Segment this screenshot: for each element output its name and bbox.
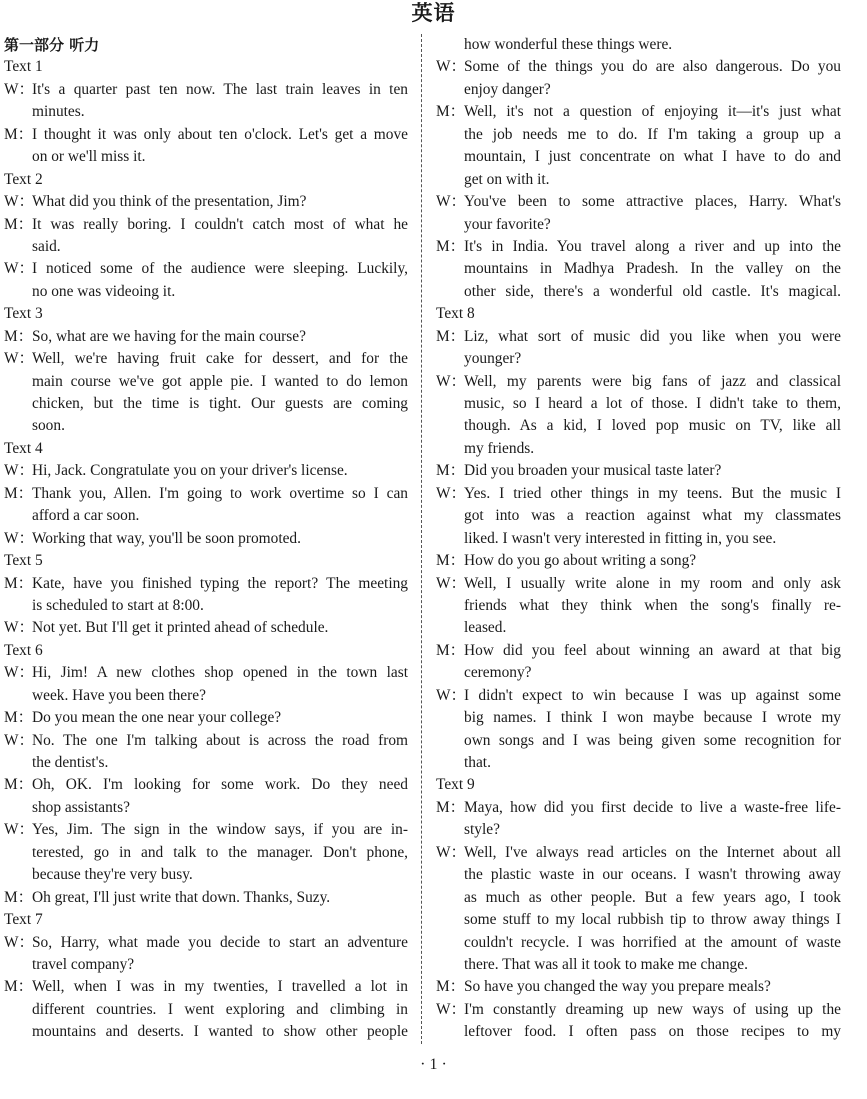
- speaker-label: W：: [4, 731, 34, 749]
- dialogue-text: Did you broaden your musical taste later?: [464, 462, 722, 480]
- continuation-line: the plastic waste in our oceans. I wasn't throwing away: [464, 866, 841, 884]
- continuation-line: minutes.: [32, 103, 85, 121]
- speaker-label: M：: [436, 552, 466, 570]
- dialogue-text: It's a quarter past ten now. The last train leaves in ten: [32, 80, 408, 98]
- dialogue-text: Thank you, Allen. I'm going to work overtime so I can: [32, 484, 408, 502]
- dialogue-text: Well, I usually write alone in my room and only ask: [464, 574, 841, 592]
- text-heading: Text 1: [4, 58, 43, 76]
- left-column: [4, 34, 408, 1044]
- dialogue-line: [4, 617, 408, 639]
- dialogue-text: How do you go about writing a song?: [464, 552, 697, 570]
- continuation-line: there. That was all it took to make me change.: [464, 955, 748, 973]
- continuation-line: style?: [464, 821, 500, 839]
- dialogue-line: [4, 124, 408, 146]
- speaker-label: M：: [4, 709, 34, 727]
- column-divider: [421, 34, 422, 1044]
- speaker-label: W：: [4, 529, 34, 547]
- dialogue-text: No. The one I'm talking about is across the road from: [32, 731, 408, 749]
- speaker-label: W：: [4, 350, 34, 368]
- continuation-line: liked. I wasn't very interested in fitting in, you see.: [464, 529, 777, 547]
- dialogue-text: I'm constantly dreaming up new ways of using up the: [464, 1000, 841, 1018]
- page-title: 英语: [411, 1, 456, 25]
- speaker-label: M：: [436, 103, 466, 121]
- continuation-line: no one was videoing it.: [32, 282, 176, 300]
- dialogue-text: Well, it's not a question of enjoying it—it's just what: [464, 103, 841, 121]
- dialogue-line: [436, 976, 841, 998]
- dialogue-line: [436, 56, 841, 78]
- speaker-label: M：: [436, 462, 466, 480]
- speaker-label: M：: [4, 978, 34, 996]
- continuation-line: as much as other people. But a few years ago, I took: [464, 888, 841, 906]
- dialogue-text: Maya, how did you first decide to live a waste-free life-: [464, 798, 841, 816]
- text-heading: Text 8: [436, 305, 475, 323]
- continuation-line: mountain, I just concentrate on what I have to do and: [464, 148, 841, 166]
- dialogue-line: [4, 191, 408, 213]
- dialogue-line: [4, 326, 408, 348]
- dialogue-line: [4, 887, 408, 909]
- dialogue-line: [436, 460, 841, 482]
- text-heading: Text 4: [4, 439, 43, 457]
- speaker-label: M：: [4, 574, 34, 592]
- speaker-label: M：: [436, 978, 466, 996]
- continuation-line: get on with it.: [464, 170, 550, 188]
- dialogue-line: [4, 460, 408, 482]
- text-heading: Text 6: [4, 641, 43, 659]
- continuation-line: big names. I think I won maybe because I wrote my: [464, 709, 841, 727]
- right-column: [436, 34, 841, 1044]
- continuation-line: the dentist's.: [32, 754, 109, 771]
- continuation-line: is scheduled to start at 8:00.: [32, 596, 204, 614]
- continuation-line: enjoy danger?: [464, 80, 551, 98]
- continuation-line: said.: [32, 237, 61, 255]
- text-heading: Text 5: [4, 552, 43, 570]
- dialogue-line: [436, 236, 841, 258]
- dialogue-line: [4, 976, 408, 998]
- dialogue-text: Some of the things you do are also dangerous. Do you: [464, 58, 841, 76]
- dialogue-text: Well, my parents were big fans of jazz and classical: [464, 372, 841, 390]
- continuation-line: terested, go in and talk to the manager. Don't phone,: [32, 843, 408, 861]
- dialogue-text: I noticed some of the audience were sleeping. Luckily,: [32, 260, 408, 278]
- continuation-line: main course we've got apple pie. I wanted to do lemon: [32, 372, 408, 390]
- dialogue-text: Do you mean the one near your college?: [32, 709, 282, 727]
- speaker-label: W：: [4, 664, 34, 682]
- dialogue-line: [4, 214, 408, 236]
- speaker-label: W：: [4, 821, 34, 839]
- continuation-line: other side, there's a wonderful old castle. It's magical.: [464, 282, 841, 300]
- continuation-line: my friends.: [464, 439, 535, 457]
- dialogue-text: So, Harry, what made you decide to start an adventure: [32, 933, 408, 951]
- speaker-label: M：: [4, 484, 34, 502]
- dialogue-line: [436, 550, 841, 572]
- continuation-line: soon.: [32, 417, 65, 435]
- continuation-line: travel company?: [32, 955, 135, 973]
- continuation-line: younger?: [464, 350, 522, 368]
- continuation-line: though. As a kid, I loved pop music on TV, like all: [464, 417, 841, 435]
- dialogue-text: It's in India. You travel along a river and up into the: [464, 237, 841, 255]
- continuation-line: different countries. I went exploring and climbing in: [32, 1000, 408, 1018]
- speaker-label: W：: [436, 484, 466, 502]
- dialogue-line: [436, 101, 841, 123]
- dialogue-line: [4, 258, 408, 280]
- speaker-label: W：: [4, 193, 34, 211]
- dialogue-line: [436, 573, 841, 595]
- continuation-line: leftover food. I often pass on those recipes to my: [464, 1023, 841, 1041]
- speaker-label: M：: [436, 327, 466, 345]
- dialogue-line: [436, 842, 841, 864]
- continuation-line: your favorite?: [464, 215, 551, 233]
- dialogue-line: [436, 640, 841, 662]
- speaker-label: M：: [436, 641, 466, 659]
- speaker-label: W：: [4, 80, 34, 98]
- speaker-label: W：: [436, 843, 466, 861]
- dialogue-line: [436, 371, 841, 393]
- dialogue-line: [436, 326, 841, 348]
- dialogue-text: Oh great, I'll just write that down. Thanks, Suzy.: [32, 888, 331, 906]
- text-heading: Text 7: [4, 911, 43, 929]
- speaker-label: W：: [4, 933, 34, 951]
- dialogue-text: Yes. I tried other things in my teens. But the music I: [464, 484, 841, 502]
- section-title: 第一部分 听力: [4, 36, 100, 54]
- dialogue-line: [4, 730, 408, 752]
- dialogue-line: [4, 774, 408, 796]
- dialogue-text: Well, we're having fruit cake for dessert, and for the: [32, 350, 408, 368]
- dialogue-text: Not yet. But I'll get it printed ahead of schedule.: [32, 619, 329, 637]
- dialogue-text: What did you think of the presentation, Jim?: [32, 193, 307, 211]
- speaker-label: W：: [436, 686, 466, 704]
- dialogue-line: [436, 483, 841, 505]
- speaker-label: W：: [436, 574, 466, 592]
- dialogue-line: [436, 685, 841, 707]
- continuation-line: mountains in Madhya Pradesh. In the valley on the: [464, 260, 841, 278]
- continuation-line: mountains and deserts. I wanted to show other people: [32, 1023, 408, 1041]
- continuation-line: couldn't recycle. I was horrified at the amount of waste: [464, 933, 841, 951]
- continuation-line: got into was a reaction against what my classmates: [464, 507, 841, 525]
- continuation-line: friends what they think when the song's finally re-: [464, 596, 841, 614]
- dialogue-text: You've been to some attractive places, Harry. What's: [464, 193, 841, 211]
- continuation-line: some stuff to my local rubbish tip to throw away things I: [464, 911, 841, 929]
- continuation-line: music, so I heard a lot of those. I didn't take to them,: [464, 395, 841, 412]
- continuation-line: afford a car soon.: [32, 507, 140, 525]
- dialogue-text: Oh, OK. I'm looking for some work. Do they need: [32, 776, 408, 794]
- dialogue-text: So have you changed the way you prepare meals?: [464, 978, 771, 996]
- dialogue-text: I didn't expect to win because I was up against some: [464, 686, 841, 704]
- dialogue-line: [4, 348, 408, 370]
- dialogue-text: Kate, have you finished typing the report? The meeting: [32, 574, 408, 592]
- dialogue-text: Hi, Jack. Congratulate you on your driver's license.: [32, 462, 348, 480]
- dialogue-line: [4, 79, 408, 101]
- speaker-label: M：: [4, 776, 34, 794]
- dialogue-text: I thought it was only about ten o'clock. Let's get a move: [32, 125, 408, 143]
- speaker-label: M：: [4, 327, 34, 345]
- speaker-label: W：: [436, 58, 466, 76]
- speaker-label: M：: [4, 888, 34, 906]
- dialogue-text: So, what are we having for the main course?: [32, 327, 306, 345]
- speaker-label: M：: [436, 798, 466, 816]
- speaker-label: W：: [4, 462, 34, 480]
- page-number: · 1 ·: [420, 1056, 447, 1073]
- continuation-line: ceremony?: [464, 664, 532, 682]
- speaker-label: M：: [4, 125, 34, 143]
- dialogue-text: Working that way, you'll be soon promoted.: [32, 529, 301, 547]
- continuation-line: week. Have you been there?: [32, 686, 206, 704]
- continuation-line: on or we'll miss it.: [32, 148, 146, 166]
- dialogue-text: How did you feel about winning an award at that big: [464, 641, 841, 659]
- speaker-label: M：: [436, 237, 466, 255]
- text-heading: Text 3: [4, 305, 43, 323]
- continuation-line: shop assistants?: [32, 798, 130, 816]
- dialogue-line: [4, 932, 408, 954]
- dialogue-line: [436, 797, 841, 819]
- speaker-label: W：: [436, 193, 466, 211]
- dialogue-line: [4, 707, 408, 729]
- speaker-label: W：: [436, 1000, 466, 1018]
- continuation-line: leased.: [464, 619, 507, 637]
- dialogue-line: [436, 999, 841, 1021]
- dialogue-text: It was really boring. I couldn't catch most of what he: [32, 215, 408, 233]
- text-heading: Text 9: [436, 776, 475, 794]
- speaker-label: W：: [4, 619, 34, 637]
- speaker-label: W：: [4, 260, 34, 278]
- continuation-line: that.: [464, 754, 491, 771]
- dialogue-line: [436, 191, 841, 213]
- dialogue-text: Yes, Jim. The sign in the window says, if you are in-: [32, 821, 408, 839]
- continuation-line: because they're very busy.: [32, 866, 193, 884]
- dialogue-line: [4, 819, 408, 841]
- speaker-label: M：: [4, 215, 34, 233]
- dialogue-text: Hi, Jim! A new clothes shop opened in the town last: [32, 664, 408, 682]
- dialogue-text: Well, when I was in my twenties, I travelled a lot in: [32, 978, 408, 996]
- dialogue-line: [4, 662, 408, 684]
- continuation-line: the job needs me to do. If I'm taking a group up a: [464, 125, 841, 143]
- dialogue-text: Liz, what sort of music did you like when you were: [464, 327, 841, 345]
- speaker-label: W：: [436, 372, 466, 390]
- continuation-line: how wonderful these things were.: [464, 36, 673, 53]
- dialogue-text: Well, I've always read articles on the Internet about all: [464, 843, 841, 861]
- dialogue-line: [4, 573, 408, 595]
- dialogue-line: [4, 528, 408, 550]
- continuation-line: own songs and I was being given some recognition for: [464, 731, 841, 749]
- continuation-line: chicken, but the time is tight. Our guests are coming: [32, 395, 408, 412]
- text-heading: Text 2: [4, 170, 43, 188]
- dialogue-line: [4, 483, 408, 505]
